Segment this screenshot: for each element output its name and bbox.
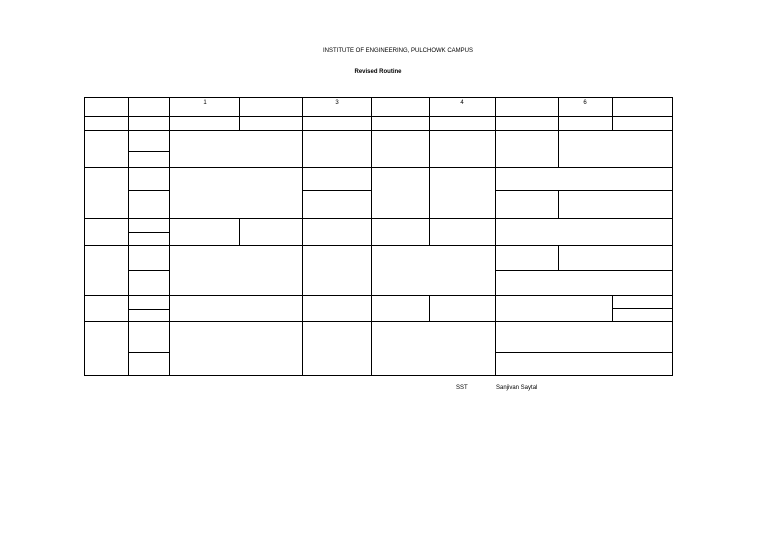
table-border-bottom [84,375,673,376]
col-divider-b [169,97,170,376]
col-divider-h [495,97,496,376]
page-title: INSTITUTE OF ENGINEERING, PULCHOWK CAMPUS [322,48,473,54]
d1-v-h2 [558,131,559,167]
d4-h-right [495,270,673,271]
d2-h-right [495,190,673,191]
header-col-4: 4 [460,100,464,106]
col-divider-a [128,97,129,376]
header-col-6: 6 [583,100,587,106]
d3-v-c [239,219,240,245]
subrow-5 [128,309,170,310]
page-subtitle: Revised Routine [354,69,402,75]
col-divider-c-header [239,97,240,131]
row-divider-1 [84,167,673,168]
d2-v-g [558,190,559,218]
row-divider-3 [84,245,673,246]
row-divider-4 [84,295,673,296]
table-border-left [84,97,85,376]
table-border-top [84,97,673,98]
subrow-6 [128,352,170,353]
col-divider-f-header [429,97,430,131]
col-divider-g-header [558,97,559,131]
row-divider-2 [84,218,673,219]
header-col-3: 3 [335,100,339,106]
d5-h-right [612,308,673,309]
footer-name: Sanjivan Saytal [496,385,538,391]
d1-v-g [429,131,430,167]
subrow-3 [128,232,170,233]
d6-h-right [495,352,673,353]
footer-code: SST [456,385,468,391]
subrow-2 [128,190,170,191]
row-divider-5 [84,321,673,322]
d5-v-f [429,296,430,321]
subrow-1 [128,151,170,152]
header-divider [84,116,673,117]
d2-v-f [429,168,430,218]
subrow-4 [128,270,170,271]
d4-v-g [558,246,559,270]
col-divider-i-header [612,97,613,131]
header-col-1: 1 [203,100,207,106]
d3-v-f [429,219,430,245]
table-border-right [672,97,673,376]
d2-h-de [302,190,372,191]
col-divider-d [302,97,303,376]
header-divider-2 [84,130,673,131]
col-divider-e [371,97,372,376]
